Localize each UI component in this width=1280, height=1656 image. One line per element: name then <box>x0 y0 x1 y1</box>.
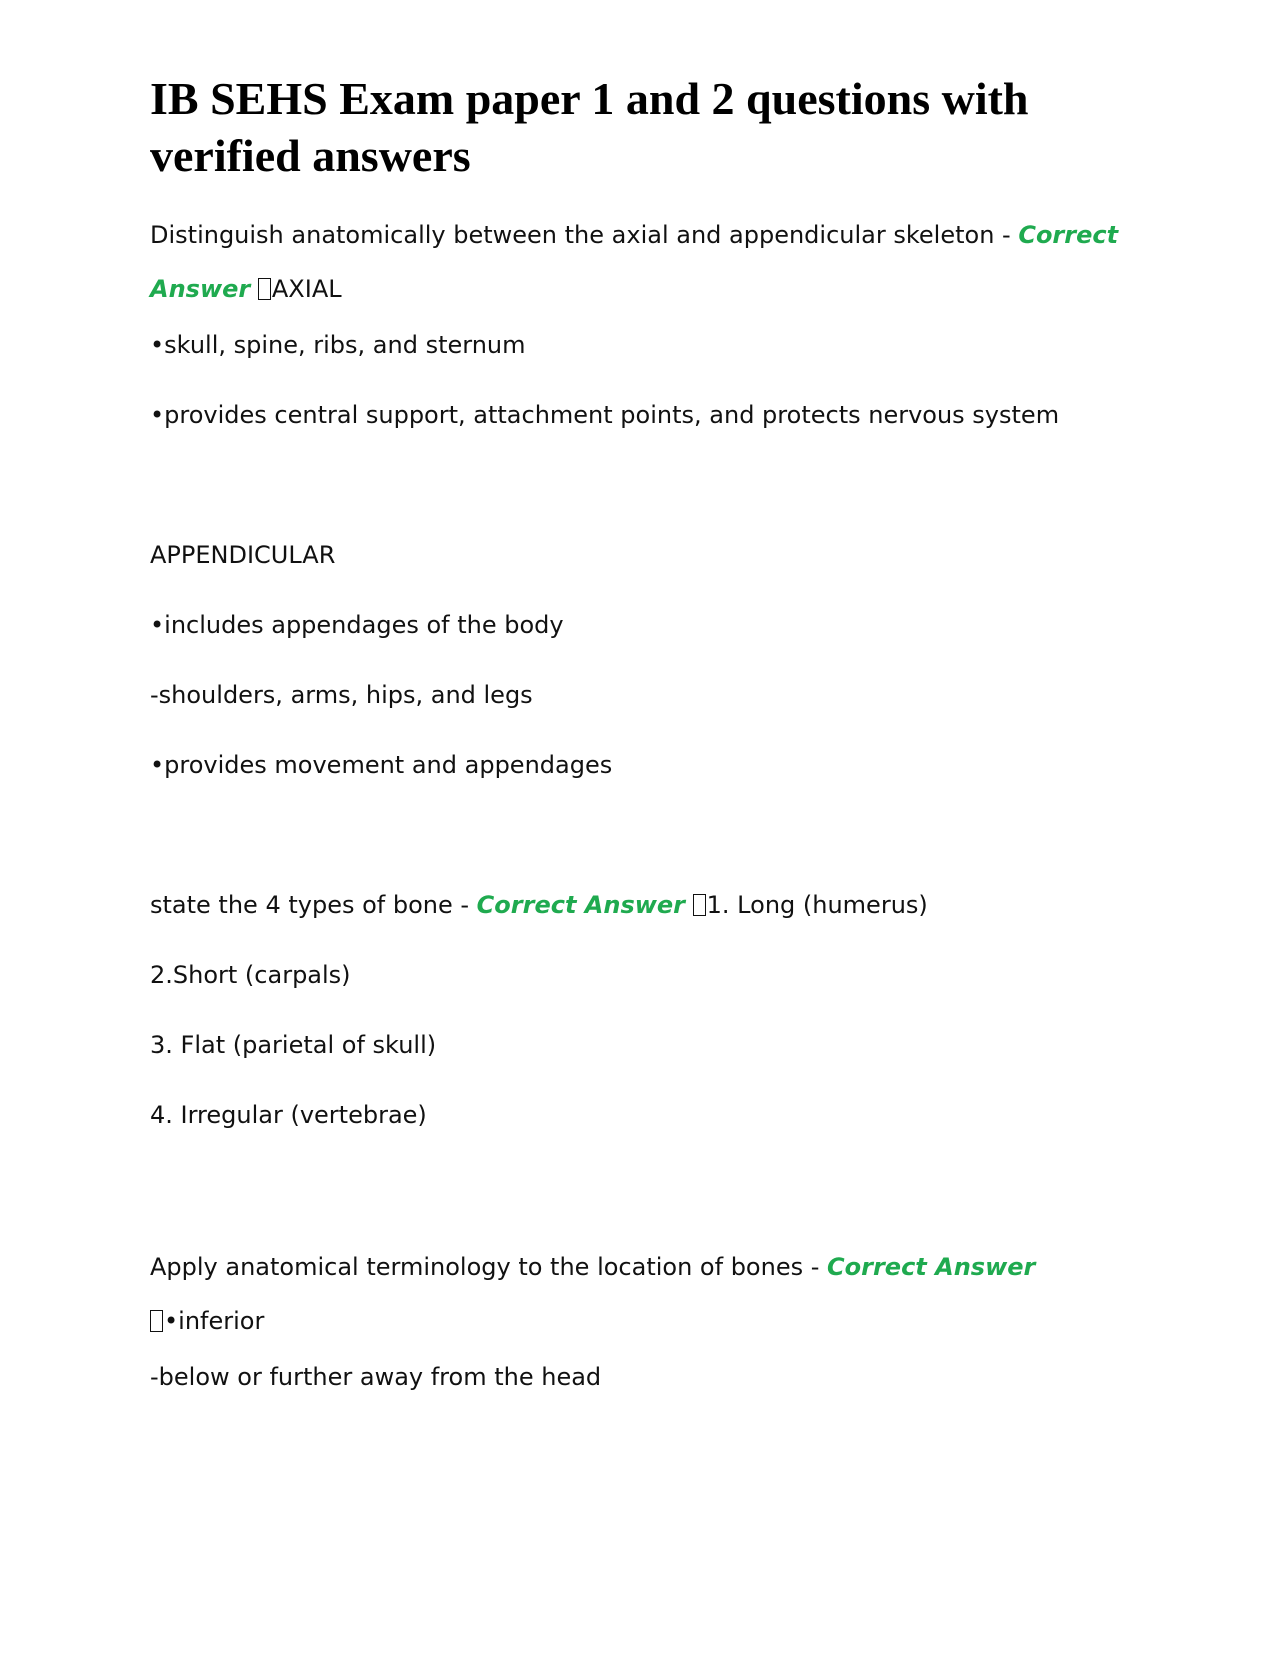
document-page <box>150 70 1140 1432</box>
missing-glyph-icon <box>258 278 271 300</box>
answer-line: 4. Irregular (vertebrae) <box>150 1101 427 1129</box>
correct-answer-label: Correct Answer <box>150 221 1127 303</box>
answer-line: •provides central support, attachment points, and protects nervous system <box>150 401 1060 429</box>
answer-line: 2.Short (carpals) <box>150 961 351 989</box>
question-1-prompt: Distinguish anatomically between the axial and appendicular skeleton - <box>150 221 1019 249</box>
question-3-answer-start: •inferior <box>164 1307 265 1335</box>
correct-answer-label: Correct Answer <box>827 1253 1036 1281</box>
answer-line: •skull, spine, ribs, and sternum <box>150 331 526 359</box>
question-3 <box>150 1240 1140 1348</box>
question-2-prompt: state the 4 types of bone - <box>150 891 477 919</box>
missing-glyph-icon <box>693 894 706 916</box>
missing-glyph-icon <box>150 1310 163 1332</box>
page-title: IB SEHS Exam paper 1 and 2 questions with verified answers <box>150 73 1029 181</box>
question-2 <box>150 890 1140 920</box>
answer-line: •includes appendages of the body <box>150 611 564 639</box>
question-1 <box>150 208 1140 316</box>
correct-answer-label: Correct Answer <box>476 891 686 919</box>
answer-line: •provides movement and appendages <box>150 751 613 779</box>
answer-line: -shoulders, arms, hips, and legs <box>150 681 533 709</box>
question-2-answer-start: 1. Long (humerus) <box>706 891 928 919</box>
section-heading-appendicular: APPENDICULAR <box>150 541 336 569</box>
question-3-prompt: Apply anatomical terminology to the location of bones - <box>150 1253 828 1281</box>
question-1-answer-start: AXIAL <box>271 275 342 303</box>
answer-line: 3. Flat (parietal of skull) <box>150 1031 437 1059</box>
answer-line: -below or further away from the head <box>150 1363 602 1391</box>
